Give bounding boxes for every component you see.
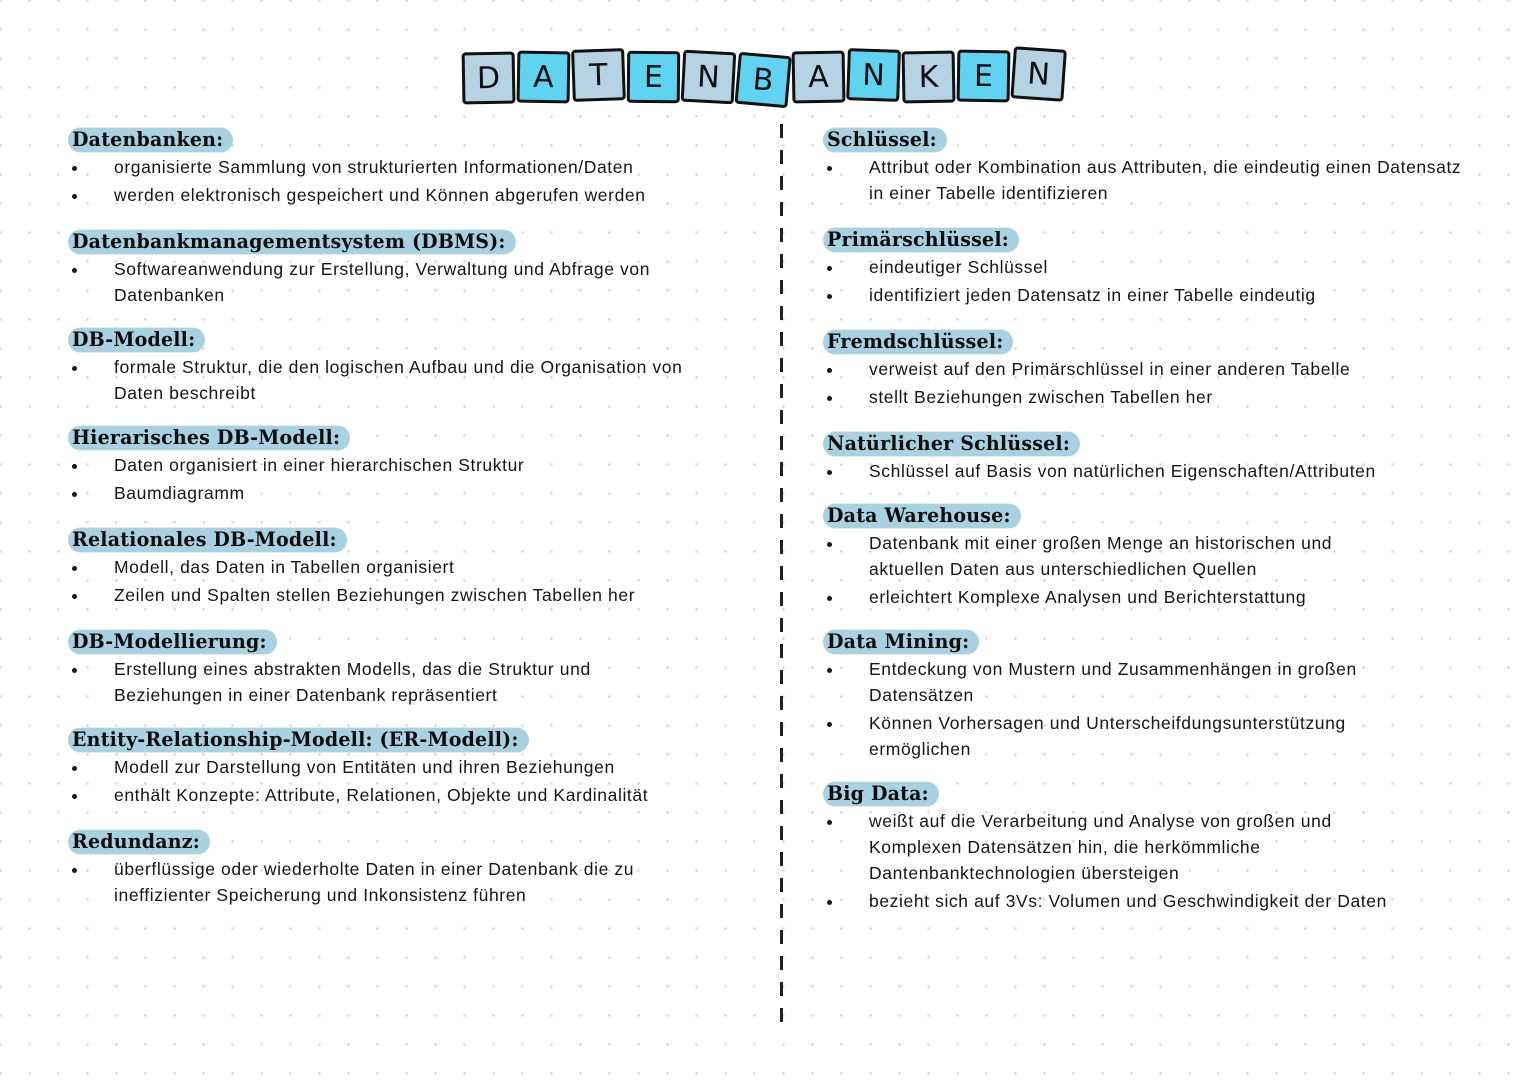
title-tile: T <box>571 48 626 102</box>
list-item: werden elektronisch gespeichert und Können abgerufen werden <box>68 182 748 208</box>
list-item: organisierte Sammlung von strukturierten Informationen/Daten <box>68 154 748 180</box>
section-db-modell <box>68 328 748 406</box>
list-item: Softwareanwendung zur Erstellung, Verwaltung und Abfrage von Datenbanken <box>68 256 728 308</box>
title-tile: D <box>462 52 516 105</box>
list-item: Modell zur Darstellung von Entitäten und ihren Beziehungen <box>68 754 748 780</box>
bullet-list <box>823 154 1483 206</box>
list-item: weißt auf die Verarbeitung und Analyse von großen und Komplexen Datensätzen hin, die herkömmliche Dantenbanktechnologien übersteigen <box>823 808 1423 886</box>
section-heading: Entity-Relationship-Modell: (ER-Modell): <box>68 728 529 753</box>
section-heading: Fremdschlüssel: <box>823 330 1013 355</box>
title-tile: A <box>517 51 571 104</box>
section-heading: Datenbanken: <box>68 128 233 153</box>
section-er-modell <box>68 728 748 808</box>
section-big-data <box>823 782 1483 914</box>
section-data-warehouse <box>823 504 1483 610</box>
title-tile: N <box>846 48 901 102</box>
bullet-list <box>68 154 748 208</box>
section-heading: DB-Modellierung: <box>68 630 277 655</box>
page-title <box>462 50 1065 102</box>
list-item: eindeutiger Schlüssel <box>823 254 1483 280</box>
bullet-list <box>823 530 1483 610</box>
title-tile: A <box>792 51 846 104</box>
title-tile: N <box>681 50 737 105</box>
section-heading: Primärschlüssel: <box>823 228 1019 253</box>
right-column <box>823 128 1483 916</box>
list-item: Daten organisiert in einer hierarchischen Struktur <box>68 452 748 478</box>
list-item: Zeilen und Spalten stellen Beziehungen zwischen Tabellen her <box>68 582 748 608</box>
left-column <box>68 128 748 910</box>
list-item: stellt Beziehungen zwischen Tabellen her <box>823 384 1483 410</box>
bullet-list <box>68 354 748 406</box>
title-tile: B <box>734 52 791 108</box>
list-item: enthält Konzepte: Attribute, Relationen, Objekte und Kardinalität <box>68 782 748 808</box>
section-heading: Data Mining: <box>823 630 979 655</box>
section-heading: Hierarisches DB-Modell: <box>68 426 350 451</box>
section-natuerlicher-schluessel <box>823 432 1483 484</box>
section-heading: Natürlicher Schlüssel: <box>823 432 1080 457</box>
section-datenbanken <box>68 128 748 208</box>
list-item: Datenbank mit einer großen Menge an historischen und aktuellen Daten aus unterschiedlichen Quellen <box>823 530 1413 582</box>
title-tile: E <box>957 50 1011 103</box>
bullet-list <box>68 856 748 908</box>
list-item: überflüssige oder wiederholte Daten in einer Datenbank die zu ineffizienter Speicherung und Inkonsistenz führen <box>68 856 728 908</box>
bullet-list <box>68 554 748 608</box>
section-heading: Redundanz: <box>68 830 210 855</box>
list-item: Modell, das Daten in Tabellen organisiert <box>68 554 748 580</box>
bullet-list <box>823 254 1483 308</box>
column-divider <box>780 124 783 1022</box>
list-item: bezieht sich auf 3Vs: Volumen und Geschwindigkeit der Daten <box>823 888 1503 914</box>
section-heading: Big Data: <box>823 782 939 807</box>
list-item: Erstellung eines abstrakten Modells, das die Struktur und Beziehungen in einer Datenbank repräsentiert <box>68 656 688 708</box>
section-relationales-db-modell <box>68 528 748 608</box>
section-primaerschluessel <box>823 228 1483 308</box>
list-item: erleichtert Komplexe Analysen und Berichterstattung <box>823 584 1483 610</box>
bullet-list <box>823 458 1483 484</box>
bullet-list <box>68 656 748 708</box>
section-dbms <box>68 230 748 308</box>
list-item: formale Struktur, die den logischen Aufbau und die Organisation von Daten beschreibt <box>68 354 728 406</box>
list-item: Schlüssel auf Basis von natürlichen Eigenschaften/Attributen <box>823 458 1503 484</box>
list-item: Können Vorhersagen und Unterscheifdungsunterstützung ermöglichen <box>823 710 1443 762</box>
bullet-list <box>68 256 748 308</box>
section-heading: Relationales DB-Modell: <box>68 528 347 553</box>
list-item: Attribut oder Kombination aus Attributen, die eindeutig einen Datensatz in einer Tabelle identifizieren <box>823 154 1463 206</box>
bullet-list <box>823 656 1483 762</box>
section-heading: Data Warehouse: <box>823 504 1021 529</box>
list-item: Entdeckung von Mustern und Zusammenhängen in großen Datensätzen <box>823 656 1423 708</box>
section-redundanz <box>68 830 748 908</box>
section-fremdschluessel <box>823 330 1483 410</box>
section-heading: Datenbankmanagementsystem (DBMS): <box>68 230 516 255</box>
section-heading: DB-Modell: <box>68 328 205 353</box>
section-schluessel <box>823 128 1483 206</box>
bullet-list <box>823 808 1483 914</box>
section-hierarisches-db-modell <box>68 426 748 506</box>
bullet-list <box>68 754 748 808</box>
list-item: Baumdiagramm <box>68 480 748 506</box>
bullet-list <box>68 452 748 506</box>
title-tile: K <box>902 51 956 104</box>
list-item: verweist auf den Primärschlüssel in einer anderen Tabelle <box>823 356 1483 382</box>
title-tile: E <box>627 51 680 103</box>
section-data-mining <box>823 630 1483 762</box>
section-heading: Schlüssel: <box>823 128 947 153</box>
list-item: identifiziert jeden Datensatz in einer Tabelle eindeutig <box>823 282 1483 308</box>
section-db-modellierung <box>68 630 748 708</box>
title-tile: N <box>1010 46 1066 102</box>
bullet-list <box>823 356 1483 410</box>
